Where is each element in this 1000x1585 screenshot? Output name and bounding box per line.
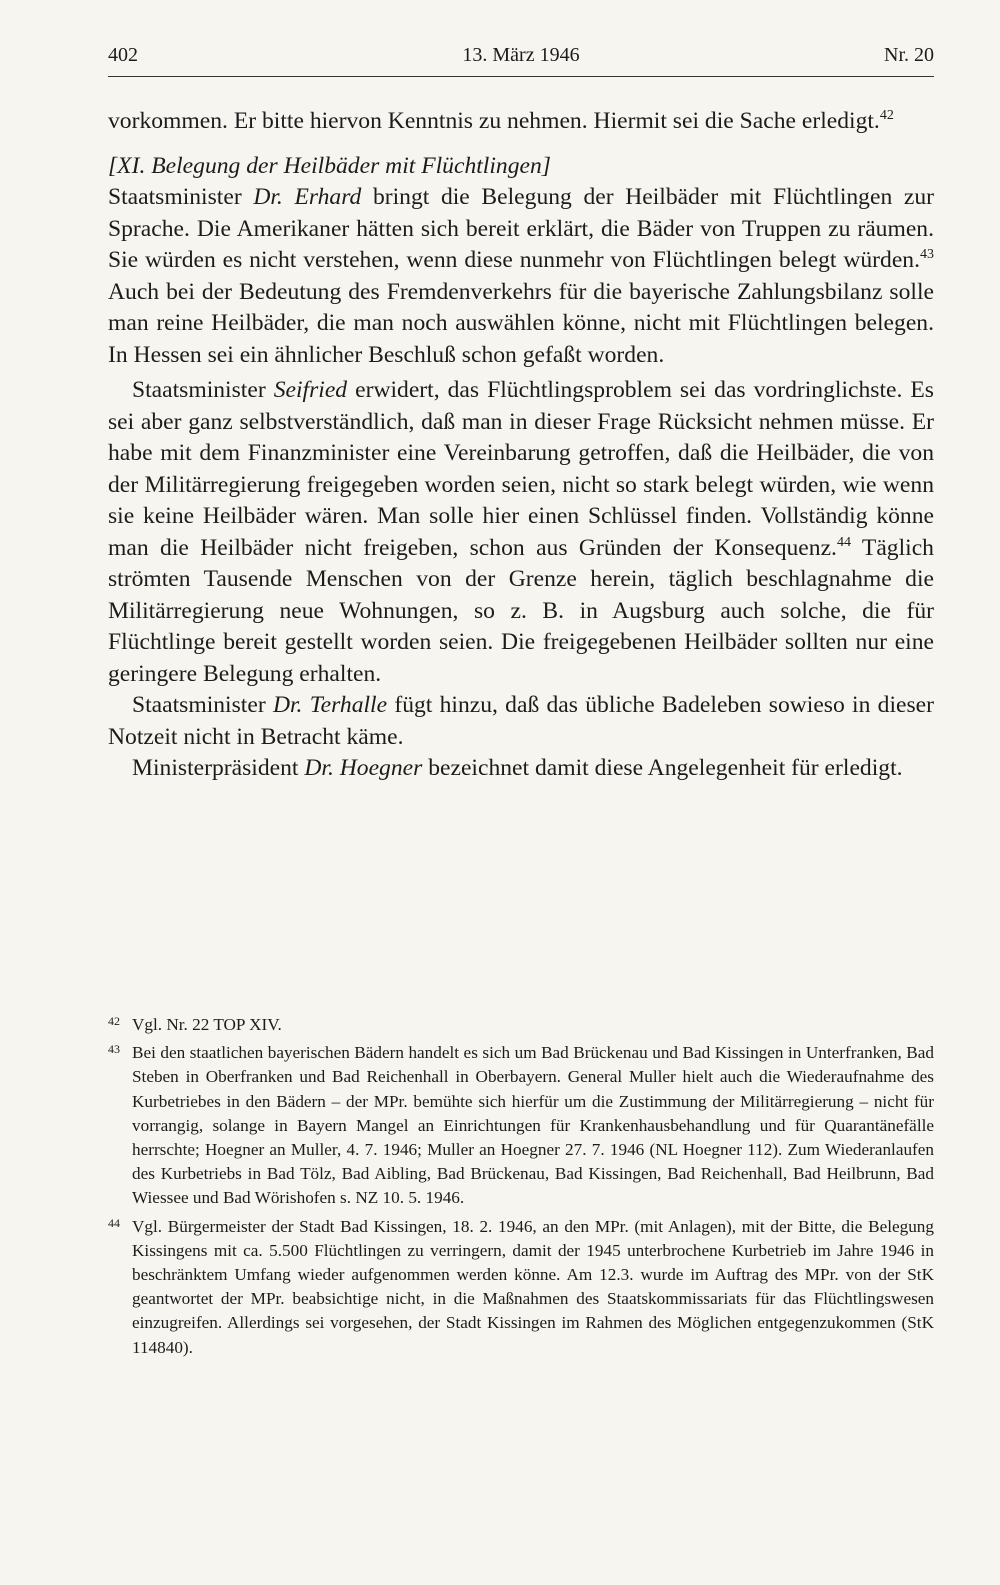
footnote-43 [108, 1041, 934, 1210]
paragraph-text: fügt hinzu, daß das übliche Badeleben sowieso in dieser Notzeit nicht in Betracht käme. [108, 692, 934, 750]
main-text [108, 106, 934, 785]
footnote-text: Vgl. Nr. 22 TOP XIV. [132, 1015, 282, 1034]
paragraph-text: vorkommen. Er bitte hiervon Kenntnis zu nehmen. Hiermit sei die Sache erledigt. [108, 108, 880, 134]
paragraph-text: Täglich strömten Tausende Menschen von der Grenze herein, täglich beschlagnahme die Militärregierung neue Wohnungen, so z. B. in Augsburg auch solche, die für Flüchtlinge bereit gestellt worden seien. Die freigegebenen Heilbäder sollten nur eine geringere Belegung erhalten. [108, 534, 934, 687]
footnote-44 [108, 1215, 934, 1360]
document-number: Nr. 20 [884, 44, 934, 66]
footnote-ref-44: 44 [836, 534, 851, 550]
paragraph-text: bezeichnet damit diese Angelegenheit für erledigt. [422, 755, 903, 781]
speaker-name: Dr. Erhard [253, 184, 362, 210]
speaker-name: Dr. Hoegner [304, 755, 423, 781]
page-number: 402 [108, 44, 138, 66]
footnotes [108, 1013, 934, 1364]
footnote-text: Bei den staatlichen bayerischen Bädern handelt es sich um Bad Brückenau und Bad Kissingen in Unterfranken, Bad Steben in Oberfranken und Bad Reichenhall in Oberbayern. General Muller hielt auch die Wiederaufnahme des Kurbetriebes in den Bädern – der MPr. bemühte sich hierfür um die Zustimmung der Militärregierung – nicht für vorrangig, solange in Bayern Mangel an Einrichtungen für Krankenhausbehandlung und für Quarantänefälle herrschte; Hoegner an Muller, 4. 7. 1946; Muller an Hoegner 27. 7. 1946 (NL Hoegner 112). Zum Wiederanlaufen des Kurbetriebs in Bad Tölz, Bad Aibling, Bad Brückenau, Bad Kissingen, Bad Reichenhall, Bad Heilbrunn, Bad Wiessee und Bad Wörishofen s. NZ 10. 5. 1946. [132, 1043, 934, 1208]
speaker-name: Seifried [273, 377, 348, 403]
header-rule [108, 76, 934, 77]
paragraph-text: Ministerpräsident [132, 755, 305, 781]
section-heading: [XI. Belegung der Heilbäder mit Flüchtlingen] [108, 152, 551, 179]
footnote-ref-43: 43 [920, 247, 934, 263]
paragraph-erhard [108, 182, 934, 371]
footnote-42 [108, 1013, 934, 1037]
footnote-number: 43 [108, 1042, 120, 1057]
running-head [108, 44, 934, 67]
paragraph-seifried [108, 375, 934, 690]
paragraph-text: bringt die Belegung der Heilbäder mit Flüchtlingen zur Sprache. Die Amerikaner hätten sich bereit erklärt, die Bäder von Truppen zu räumen. Sie würden es nicht verstehen, wenn diese nunmehr von Flüchtlingen belegt würden. [108, 184, 934, 273]
paragraph-continuation [108, 106, 934, 138]
footnote-ref-42: 42 [879, 108, 894, 124]
paragraph-text: Staatsminister [132, 692, 273, 718]
paragraph-text: Staatsminister [108, 184, 254, 210]
paragraph-hoegner [108, 753, 934, 785]
paragraph-text: erwidert, das Flüchtlingsproblem sei das vordringlichste. Es sei aber ganz selbstverständlich, daß man in dieser Frage Rücksicht nehmen müsse. Er habe mit dem Finanzminister eine Vereinbarung getroffen, daß die Heilbäder, die von der Militärregierung freigegeben worden seien, nicht so stark belegt würden, wie wenn sie keine Heilbäder wären. Man solle hier einen Schlüssel finden. Vollständig könne man die Heilbäder nicht freigeben, schon aus Gründen der Konsequenz. [108, 377, 934, 561]
running-head-date: 13. März 1946 [462, 44, 580, 66]
paragraph-text: Staatsminister [132, 377, 274, 403]
footnote-text: Vgl. Bürgermeister der Stadt Bad Kissingen, 18. 2. 1946, an den MPr. (mit Anlagen), mit der Bitte, die Belegung Kissingens mit ca. 5.500 Flüchtlingen zu verringern, damit der 1945 unterbrochene Kurbetrieb im Jahre 1946 in beschränktem Umfang wieder aufgenommen werden könne. Am 12.3. wurde im Auftrag des MPr. von der StK geantwortet der MPr. beabsichtige nicht, in die Maßnahmen des Staatskommissariats für das Flüchtlingswesen einzugreifen. Allerdings sei vorgesehen, der Stadt Kissingen im Rahmen des Möglichen entgegenzukommen (StK 114840). [132, 1216, 934, 1357]
paragraph-terhalle [108, 690, 934, 753]
footnote-number: 44 [108, 1215, 120, 1230]
speaker-name: Dr. Terhalle [272, 692, 388, 718]
footnote-number: 42 [108, 1014, 120, 1028]
paragraph-text: Auch bei der Bedeutung des Fremdenverkehrs für die bayerische Zahlungsbilanz solle man reine Heilbäder, die man noch auswählen könne, nicht mit Flüchtlingen belegen. In Hessen sei ein ähnlicher Beschluß schon gefaßt worden. [108, 278, 934, 368]
